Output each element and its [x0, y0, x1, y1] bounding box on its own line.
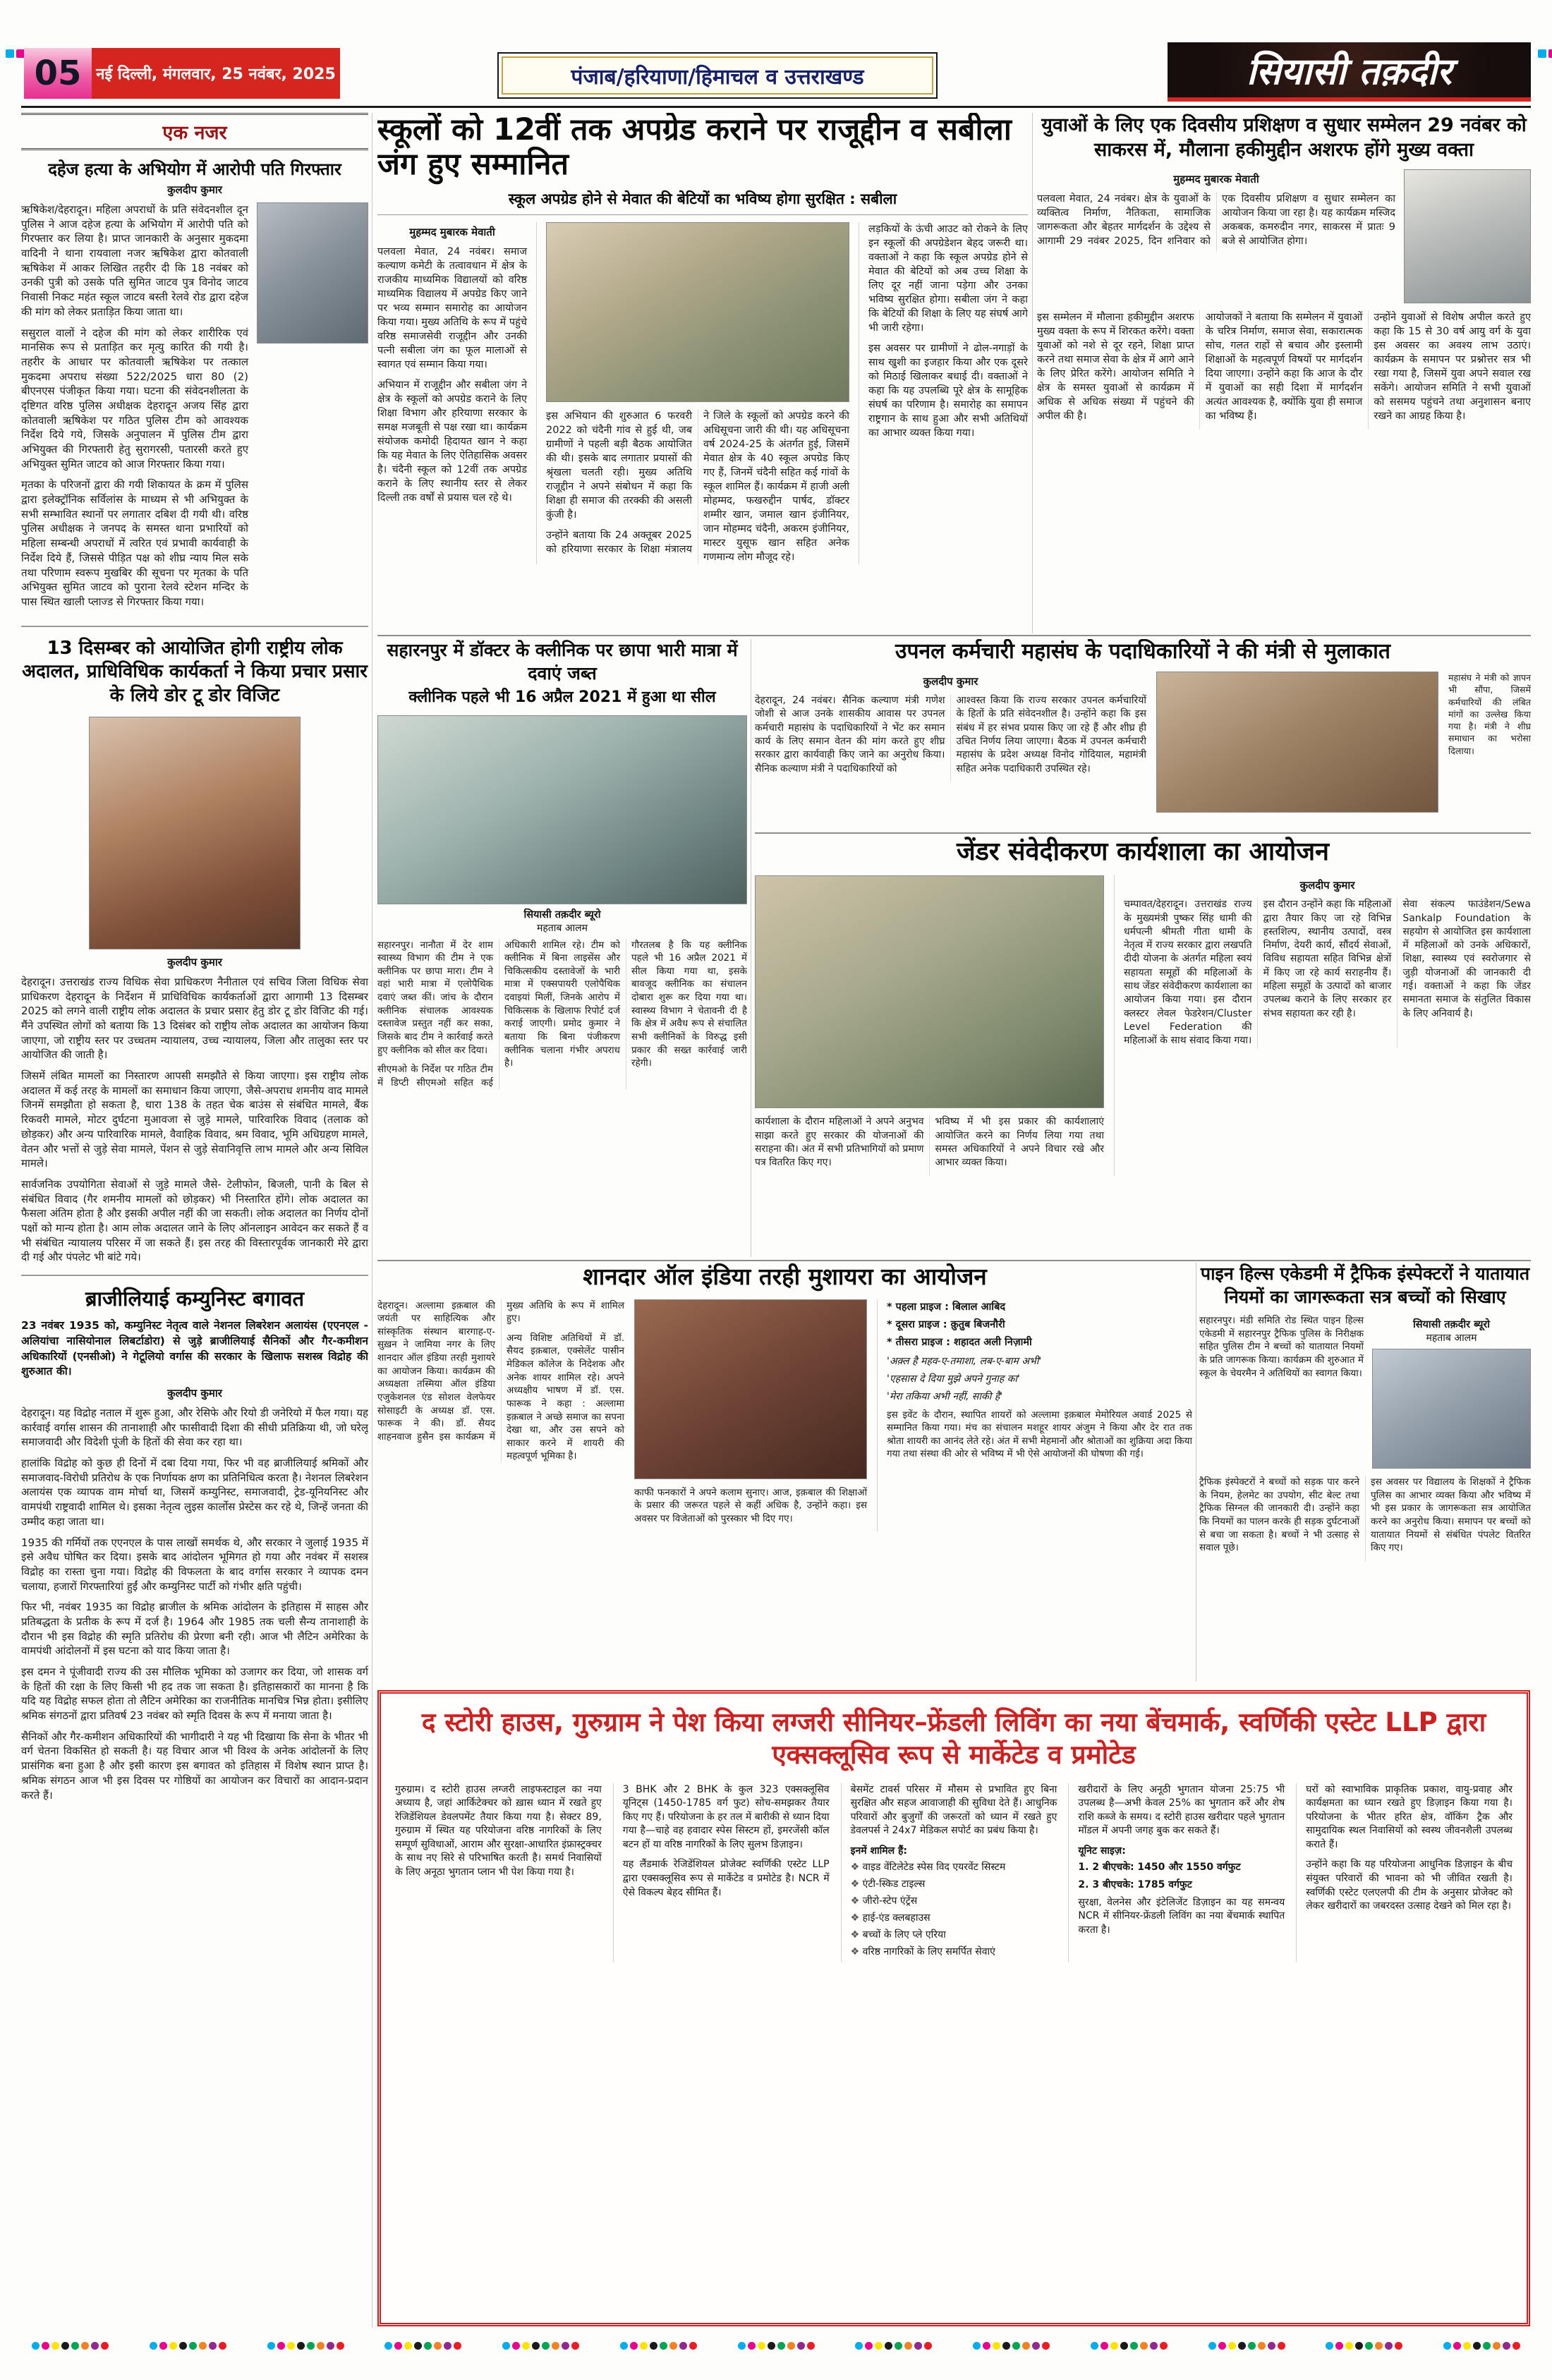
- photo-minister-meeting: [1156, 672, 1438, 813]
- article-subhead: क्लीनिक पहले भी 16 अप्रैल 2021 में हुआ था सील: [408, 688, 716, 706]
- article-brazil-revolt: [21, 1286, 368, 1802]
- body-paragraph: देहरादून, 24 नवंबर। सैनिक कल्याण मंत्री गणेश जोशी से आज उनके शासकीय आवास पर उपनल कर्मचारी महासंघ के पदाधिकारियों ने भेंट कर समान कार्य के लिए समान वेतन की मांग करते हुए शीघ्र सरकार द्वारा कार्यवाही किए जाने का अनुरोध किया। सैनिक कल्याण मंत्री ने पदाधिकारियों को: [755, 695, 945, 775]
- body-paragraph: जिसमें लंबित मामलों का निस्तारण आपसी समझौते से किया जाएगा। इस राष्ट्रीय लोक अदालत में कई तरह के मामलों का समाधान किया जाएगा, जैसे-अपराध शमनीय वाद मामले जिनमें समझौता हो सकता है, धारा 138 के तहत चेक बाउंस से संबंधित मामले, बैंक रिकवरी मामले, मोटर दुर्घटना मुआवजा से जुड़े मामले, पारिवारिक विवाद (तलाक को छोड़कर) और अन्य पारिवारिक मामले, वैवाहिक विवाद, श्रम विवाद, भूमि अधिग्रहण मामले, वेतन और भत्तों से जुड़े सेवा मामले, पेंशन से जुड़े सेवानिवृत्ति लाभ मामले और अन्य सिविल मामले।: [21, 1069, 368, 1170]
- article-headline: शानदार ऑल इंडिया तरही मुशायरा का आयोजन: [583, 1263, 987, 1290]
- upnal-text-left: [755, 672, 1146, 813]
- school-column-1: [377, 222, 527, 564]
- body-paragraph: देहरादून। उत्तराखंड राज्य विधिक सेवा प्राधिकरण नैनीताल एवं सचिव जिला विधिक सेवा प्राधिकरण देहरादून के निर्देशन में प्राधिविधिक कार्यकर्ताओं द्वारा आगामी 13 दिसम्बर 2025 को लगने वाली राष्ट्रीय लोक अदालत के प्रचार प्रसार हेतु डोर टू डोर विजिट की गई। मैंने उपस्थित लोगों को बताया कि 13 दिसंबर को राष्ट्रीय लोक अदालत का आयोजन किया जाएगा, जो राष्ट्रीय स्तर पर उच्चतम न्यायालय, उच्च न्यायालय, जिला और तालुका स्तर पर आयोजित की जाती है।: [21, 975, 368, 1062]
- story-col-4-text: [1078, 1783, 1285, 1838]
- story-col-2: [613, 1783, 830, 1962]
- cmyk-dot-group: [1443, 2342, 1520, 2350]
- body-paragraph: * पहला प्राइज : बिलाल आबिद: [887, 1299, 1192, 1313]
- cmyk-dot-group: [973, 2342, 1050, 2350]
- article-headline: उपनल कर्मचारी महासंघ के पदाधिकारियों ने की मंत्री से मुलाकात: [895, 639, 1390, 664]
- body-paragraph: 'एहसास दे दिया मुझे अपने गुनाह का': [887, 1373, 1020, 1385]
- body-paragraph: इस अवसर पर विद्यालय के शिक्षकों ने ट्रैफिक पुलिस का आभार व्यक्त किया और भविष्य में भी इस प्रकार के जागरूकता सत्र आयोजित करने का अनुरोध किया। समापन पर बच्चों को यातायात नियमों से संबंधित पंपलेट वितरित किए गए।: [1371, 1476, 1531, 1554]
- body-paragraph: सीएमओ के निर्देश पर गठित टीम में डिप्टी सीएमओ सहित कई अधिकारी शामिल रहे। टीम को क्लीनिक में बिना लाइसेंस और चिकित्सकीय दस्तावेजों के भारी मात्रा में एक्सपायरी एलोपैथिक दवाइयां मिलीं, जिनके आरोप में चिकित्सक के खिलाफ रिपोर्ट दर्ज कराई जाएगी। प्रमोद कुमार ने बताया कि बिना पंजीकरण क्लीनिक चलाना गंभीर अपराध है।: [377, 939, 620, 1088]
- article-byline: कुलदीप कुमार: [923, 675, 978, 688]
- article-byline: कुलदीप कुमार: [1299, 879, 1355, 892]
- photo-maulana-portrait: [1404, 169, 1531, 303]
- article-headline: स्कूलों को 12वीं तक अपग्रेड कराने पर राजूद्दीन व सबीला जंग हुए सम्मानित: [377, 113, 1012, 183]
- article-body: [755, 1115, 1104, 1176]
- traffic-photo-stack: [1372, 1314, 1531, 1469]
- divider: [21, 626, 368, 627]
- body-paragraph: इस अवसर पर ग्रामीणों ने ढोल-नगाड़ों के साथ खुशी का इजहार किया और एक दूसरे को मिठाई खिलाकर बधाई दी। वक्ताओं ने कहा कि यह उपलब्धि पूरे क्षेत्र के सामूहिक संघर्ष का परिणाम है। समारोह का समापन राष्ट्रगान के साथ हुआ और सभी अतिथियों का आभार व्यक्त किया गया।: [868, 343, 1028, 439]
- features-list: [851, 1861, 1057, 1958]
- article-school-upgrade: [377, 113, 1028, 633]
- photo-credit-reporter: महताब आलम: [536, 922, 588, 934]
- body-paragraph: उन्होंने बताया कि 24 अक्तूबर 2025 को हरियाणा सरकार के शिक्षा मंत्रालय ने जिले के स्कूलों को अपग्रेड करने की अधिसूचना जारी की थी। यह अधिसूचना वर्ष 2024-25 के अंतर्गत हुई, जिसमें मेवात क्षेत्र के 40 स्कूल अपग्रेड किए गए हैं, जिनमें चंदैनी सहित कई गांवों के स्कूल शामिल हैं। कार्यक्रम में हाजी अली मोहम्मद, फखरुद्दीन पार्षद, डॉक्टर शम्मीर खान, जमाल खान इंजीनियर, जान मोहम्मद चंदैनी, अकरम इंजीनियर, मास्टर युसूफ खान सहित अनेक गणमान्य लोग मौजूद रहे।: [546, 411, 849, 564]
- section-header-ek-najar: एक नजर: [21, 113, 368, 150]
- article-body: [377, 939, 747, 1090]
- article-body: [634, 1486, 867, 1526]
- story-col-1: [395, 1783, 602, 1962]
- article-body: [377, 245, 527, 505]
- divider: [21, 1275, 368, 1276]
- gender-left: [755, 875, 1104, 1176]
- photo-credit-bureau: सियासी तक़दीर ब्यूरो: [1412, 1319, 1491, 1330]
- school-column-4: [859, 222, 1028, 564]
- body-paragraph: गौरतलब है कि यह क्लीनिक पहले भी 16 अप्रैल 2021 में सील किया गया था, इसके बावजूद क्लीनिक का संचालन दोबारा शुरू कर दिया गया था। स्वास्थ्य विभाग ने चेतावनी दी है कि क्षेत्र में अवैध रूप से संचालित सभी क्लीनिकों के विरुद्ध इसी प्रकार की सख्त कार्रवाई जारी रहेगी।: [631, 939, 747, 1069]
- mushaira-left: [377, 1299, 624, 1532]
- body-paragraph: * दूसरा प्राइज : क़ुतुब बिजनौरी: [887, 1317, 1192, 1331]
- article-body: [1199, 1314, 1364, 1469]
- body-paragraph: ससुराल वालों ने दहेज की मांग को लेकर शारीरिक एवं मानसिक रूप से प्रताड़ित कर मृत्यु कारित की गयी है। तहरीर के आधार पर कोतवाली ऋषिकेश पर तत्काल मुकदमा अपराध संख्या 522/2025 धारा 80 (2) बीएनएस पंजीकृत किया गया। घटना की संवेदनशीलता के दृष्टिगत वरिष्ठ पुलिस अधीक्षक देहरादून अजय सिंह द्वारा कोतवाली ऋषिकेश पर गठित पुलिस टीम को आवश्यक निर्देश दिये गये, जिसके अनुपालन में पुलिस टीम द्वारा अभियुक्त की गिरफ्तारी हेतु सुरागरसी, पतारसी करते हुए अभियुक्त सुमित जाटव को आज गिरफ्तार किया गया।: [21, 326, 248, 470]
- story-col-5: [1296, 1783, 1512, 1962]
- article-body: [21, 1406, 368, 1802]
- photo-school-ceremony: [546, 222, 849, 402]
- body-paragraph: देहरादून। यह विद्रोह नताल में शुरू हुआ, और रेसिफे और रियो डी जनेरियो में फैल गया। यह कार्रवाई वर्गास शासन की तानाशाही और फासीवादी दिशा की सीधी प्रतिक्रिया थी, जो घरेलू समाजवादी और विदेशी पूंजी के हितों की सेवा कर रहा था।: [21, 1407, 368, 1449]
- body-paragraph: लड़कियों के ऊंची आउट को रोकने के लिए इन स्कूलों की अपग्रेडेशन बेहद जरूरी था। वक्ताओं ने कहा कि स्कूल अपग्रेड होने से मेवात की बेटियों को अब उच्च शिक्षा के लिए दूर नहीं जाना पड़ेगा और उनका भविष्य सुरक्षित होगा। सबीला जंग ने कहा कि बेटियों की शिक्षा के लिए यह संघर्ष आगे भी जारी रहेगा।: [868, 224, 1028, 334]
- body-paragraph: ऋषिकेश/देहरादून। महिला अपराधों के प्रति संवेदनशील दून पुलिस ने आज दहेज हत्या के अभियोग में आरोपी पति को गिरफ्तार कर लिया है। प्राप्त जानकारी के अनुसार मुकदमा वादिनी ने थाना रायवाला नजर ऋषिकेश द्वारा कोतवाली ऋषिकेश में आकर लिखित तहरीर दी कि 18 नवंबर को उनकी पुत्री को उसके पति सुमित जाटव पुत्र विनोद जाटव निवासी निकट महंत स्कूल जाटव बस्ती रेलवे रोड द्वारा दहेज की मांग को लेकर प्रताड़ित किया जाता था।: [21, 203, 248, 318]
- story-col-3-text: [851, 1783, 1057, 1838]
- photo-clinic-raid: [377, 715, 747, 904]
- article-body: [1199, 1476, 1531, 1561]
- body-paragraph: ❖ बच्चों के लिए प्ले एरिया: [851, 1929, 1057, 1942]
- school-column-mid: [536, 222, 849, 564]
- body-paragraph: गुरुग्राम। द स्टोरी हाउस लग्जरी लाइफस्टाइल का नया अध्याय है, जहां आर्किटेक्चर को ख़ास ध्यान में रखते हुए रेजिडेंशियल डेवलपमेंट तैयार किया गया है। सेक्टर 89, गुरुग्राम में स्थित यह परियोजना वरिष्ठ नागरिकों के लिए सम्पूर्ण सुविधाओं, आराम और सुरक्षा-आधारित इंफ्रास्ट्रक्चर के साथ नए सिरे से परिभाषित करती है। समर्थ निवासियों के लिए अनूठा भुगतान प्लान भी पेश किया गया है।: [395, 1783, 602, 1878]
- photo-mushaira-stage: [634, 1299, 867, 1479]
- cmyk-dot-group: [502, 2342, 579, 2350]
- body-paragraph: बेसमेंट टावर्स परिसर में मौसम से प्रभावित हुए बिना सुरक्षित और सहज आवाजाही की सुविधा देते हैं। आधुनिक परिवारों और बुजुर्गों की जरूरतों को ध्यान में रखते हुए डेवलपर्स ने 24x7 मेडिकल सपोर्ट का प्रबंध किया है।: [850, 1783, 1057, 1837]
- section-rule: [755, 832, 1531, 834]
- body-paragraph: काफी फनकारों ने अपने कलाम सुनाए। आज, इक़बाल की शिक्षाओं के प्रसार की जरूरत पहले से कहीं अधिक है, उन्होंने कहा। इस अवसर पर विजेताओं को पुरस्कार भी दिए गए।: [634, 1486, 867, 1524]
- body-paragraph: अभियान में राजूद्दीन और सबीला जंग ने क्षेत्र के स्कूलों को अपग्रेड कराने के लिए शिक्षा विभाग और हरियाणा सरकार के समक्ष मजबूती से पक्ष रखा था। कार्यक्रम संयोजक कमोदी हिदायत खान ने कहा कि यह मेवात के लिए ऐतिहासिक अवसर है। चंदैनी स्कूल को 12वीं तक अपग्रेड कराने के लिए स्थानीय स्तर से लेकर दिल्ली तक वर्षों से प्रयास चल रहे थे।: [377, 380, 527, 504]
- article-byline: कुलदीप कुमार: [167, 183, 222, 196]
- article-byline: मुहम्मद मुबारक मेवाती: [409, 226, 495, 239]
- article-body: [21, 202, 248, 616]
- article-headline: युवाओं के लिए एक दिवसीय प्रशिक्षण व सुधार सम्मेलन 29 नवंबर को साकरस में, मौलाना हकीमुद्दीन अशरफ होंगे मुख्य वक्ता: [1041, 114, 1527, 162]
- body-paragraph: सेवा संकल्प फाउंडेशन/Sewa Sankalp Foundation के सहयोग से आयोजित इस कार्यशाला में महिलाओं को उनके अधिकारों, शिक्षा, स्वास्थ्य एवं स्वरोजगार से जुड़ी योजनाओं की जानकारी दी गई। वक्ताओं ने कहा कि जेंडर समानता समाज के संतुलित विकास के लिए अनिवार्य है।: [1402, 899, 1531, 1019]
- body-paragraph: खरीदारों के लिए अनूठी भुगतान योजना 25:75 भी उपलब्ध है—अभी केवल 25% का भुगतान करें और शेष राशि कब्जे के समय। द स्टोरी हाउस खरीदार पहले भुगतान मॉडल में अपनी जगह बुक कर सकते हैं।: [1078, 1783, 1285, 1837]
- cmyk-dot-group: [267, 2342, 344, 2350]
- body-paragraph: घरों को स्वाभाविक प्राकृतिक प्रकाश, वायु-प्रवाह और कार्यक्षमता का ध्यान रखते हुए डिज़ाइन किया गया है। परियोजना के भीतर हरित क्षेत्र, वॉकिंग ट्रैक और सामुदायिक स्थल निवासियों को स्वस्थ जीवनशैली उपलब्ध कराते हैं।: [1306, 1783, 1512, 1850]
- body-paragraph: उन्होंने कहा कि यह परियोजना आधुनिक डिज़ाइन के बीच संयुक्त परिवारों की भावना को भी जीवित रखती है। स्वर्णिकी एस्टेट एलएलपी की टीम के अनुसार प्रोजेक्ट को लेकर खरीदारों का जबरदस्त उत्साह देखने को मिल रहा है।: [1306, 1859, 1512, 1912]
- story-col-3: [841, 1783, 1057, 1962]
- advertorial-headline: द स्टोरी हाउस, गुरुग्राम ने पेश किया लग्जरी सीनियर–फ्रेंडली लिविंग का नया बेंचमार्क, स्वर्णिकी एस्टेट LLP द्वारा एक्सक्लूसिव रूप से मार्केटेड व प्रमोटेड: [421, 1707, 1486, 1771]
- body-paragraph: फिर भी, नवंबर 1935 का विद्रोह ब्राजील के श्रमिक आंदोलन के इतिहास में साहस और प्रतिबद्धता के प्रतीक के रूप में दर्ज है। 1964 और 1985 तक चली सैन्य तानाशाही के दौरान भी इस विद्रोह की स्मृति प्रतिरोध की प्रेरणा बनी रही। आज भी लैटिन अमेरिका के वामपंथी आंदोलनों में इस घटना को याद किया जाता है।: [21, 1601, 368, 1658]
- body-paragraph: महासंघ ने मंत्री को ज्ञापन भी सौंपा, जिसमें कर्मचारियों की लंबित मांगों का उल्लेख किया गया है। मंत्री ने शीघ्र समाधान का भरोसा दिलाया।: [1448, 672, 1531, 756]
- article-traffic-awareness: [1199, 1263, 1531, 1682]
- body-paragraph: आश्वस्त किया कि राज्य सरकार उपनल कर्मचारियों के हितों के प्रति संवेदनशील है। उन्होंने कहा कि इस संबंध में हर संभव प्रयास किए जा रहे हैं और शीघ्र ही उचित निर्णय लिया जाएगा। बैठक में उपनल कर्मचारी महासंघ के प्रदेश अध्यक्ष विनोद गोदियाल, महामंत्री सहित अनेक पदाधिकारी उपस्थित रहे।: [956, 695, 1146, 775]
- article-byline: कुलदीप कुमार: [167, 1387, 222, 1400]
- newspaper-masthead: सियासी तक़दीर: [1168, 42, 1531, 102]
- mushaira-right: [877, 1299, 1192, 1532]
- cmyk-dot-group: [384, 2342, 461, 2350]
- body-paragraph: इस सम्मेलन में मौलाना हकीमुद्दीन अशरफ मुख्य वक्ता के रूप में शिरकत करेंगे। वक्ता युवाओं को नशे से दूर रहने, शिक्षा प्राप्त करने तथा समाज सेवा के क्षेत्र में आगे आने के लिए प्रेरित करेंगे। आयोजन समिति ने क्षेत्र के समस्त युवाओं से कार्यक्रम में अधिक से अधिक संख्या में पहुंचने की अपील की है।: [1037, 312, 1194, 423]
- body-paragraph: * तीसरा प्राइज : शहादत अली निज़ामी: [887, 1335, 1192, 1349]
- body-paragraph: सहारनपुर। नानौता में देर शाम स्वास्थ्य विभाग की टीम ने एक क्लीनिक पर छापा मारा। टीम ने वहां भारी मात्रा में एलोपैथिक दवाएं जब्त कीं। जांच के दौरान क्लीनिक संचालक आवश्यक दस्तावेज प्रस्तुत नहीं कर सका, जिसके बाद टीम ने कार्रवाई करते हुए क्लीनिक को सील कर दिया।: [377, 939, 493, 1056]
- body-paragraph: इस इवेंट के दौरान, स्थापित शायरों को अल्लामा इक़बाल मेमोरियल अवार्ड 2025 से सम्मानित किया गया। मंच का संचालन मशहूर शायर अंजुम ने किया और देर रात तक श्रोता शायरी का आनंद लेते रहे। अंत में सभी मेहमानों और श्रोताओं का शुक्रिया अदा किया गया तथा संस्था की ओर से भविष्य में भी ऐसे आयोजनों की घोषणा की गई।: [887, 1409, 1192, 1460]
- photo-credit-reporter: महताब आलम: [1426, 1332, 1477, 1344]
- article-body: [755, 694, 1146, 782]
- cmyk-dot-group: [1538, 49, 1552, 58]
- body-paragraph: हालांकि विद्रोह को कुछ ही दिनों में दबा दिया गया, फिर भी वह ब्राजीलियाई श्रमिकों और समाजवाद-विरोधी प्रतिरोध के एक निर्णायक क्षण का प्रतिनिधित्व करता है। नेशनल लिबरेशन अलायंस एक व्यापक वाम मोर्चा था, जिसमें कम्युनिस्ट, समाजवादी, ट्रेड-यूनियनिस्ट और वामपंथी राष्ट्रवादी शामिल थे। इसका नेतृत्व लुइस कार्लोस प्रेस्टेस कर रहे थे, जिन्हें जनता की उम्मीद कहा जाता था।: [21, 1457, 368, 1528]
- body-paragraph: ❖ जीरो-स्टेप एंट्रेंस: [851, 1895, 1057, 1908]
- story-col-4-text-b: [1078, 1896, 1285, 1938]
- page-number: 05: [24, 48, 92, 99]
- sizes-title: यूनिट साइज़:: [1078, 1845, 1126, 1857]
- body-paragraph: उन्होंने युवाओं से विशेष अपील करते हुए कहा कि 15 से 30 वर्ष आयु वर्ग के युवा इस अवसर का अवश्य लाभ उठाएं। कार्यक्रम के समापन पर प्रश्नोत्तर सत्र भी रखा गया है, जिसमें युवा अपने सवाल रख सकेंगे। आयोजन समिति ने सभी युवाओं को ससमय पहुंचने तथा अनुशासन बनाए रखने का आग्रह किया है।: [1374, 312, 1531, 423]
- article-body: [1124, 898, 1531, 1048]
- upnal-text-right: [1448, 672, 1531, 813]
- body-paragraph: सैनिकों और गैर-कमीशन अधिकारियों की भागीदारी ने यह भी दिखाया कि सेना के भीतर भी वर्ग चेतना विकसित हो सकती है। यह विचार आज भी विश्व के अनेक आंदोलनों के लिए प्रासंगिक बना हुआ है और इसी कारण इस बगावत को इतिहास में विशेष स्थान प्राप्त है। श्रमिक संगठन आज भी इस दिवस पर गोष्ठियों का आयोजन कर विचारों का आदान-प्रदान करते हैं।: [21, 1730, 368, 1802]
- mushaira-mid: [634, 1299, 867, 1532]
- photo-gender-workshop: [755, 875, 1104, 1108]
- article-headline: जेंडर संवेदीकरण कार्यशाला का आयोजन: [956, 837, 1330, 866]
- body-paragraph: 1. 2 बीएचके: 1450 और 1550 वर्गफुट: [1078, 1862, 1241, 1874]
- body-paragraph: सुरक्षा, वेलनेस और इंटेलिजेंट डिज़ाइन का यह समन्वय NCR में सीनियर-फ्रेंडली लिविंग का नया बेंचमार्क स्थापित करता है।: [1078, 1896, 1285, 1936]
- cmyk-dot-group: [1208, 2342, 1285, 2350]
- body-paragraph: मृतका के परिजनों द्वारा की गयी शिकायत के क्रम में पुलिस द्वारा इलेक्ट्रॉनिक सर्विलांस के माध्यम से भी अभियुक्त के सभी सम्भावित स्थानों पर लगातार दबिश दी गयी थी। वरिष्ठ पुलिस अधीक्षक ने जनपद के समस्त थाना प्रभारियों को महिला सम्बन्धी अपराधों में त्वरित एवं प्रभावी कार्यवाही के निर्देश दिये हैं, जिससे पीड़ित पक्ष को शीघ्र न्याय मिल सके तथा परिणाम स्वरूप मुखबिर की सूचना पर मृतका के पति अभियुक्त सुमित जाटव को पुराना रेलवे स्टेशन मन्दिर के पास स्थित खाली प्लाज्ड से गिरफ्तार किया गया।: [21, 478, 248, 608]
- cmyk-dot-group: [1091, 2342, 1168, 2350]
- article-headline: पाइन हिल्स एकेडमी में ट्रैफिक इंस्पेक्टरों ने यातायात नियमों का जागरूकता सत्र बच्चों को सिखाए: [1200, 1263, 1530, 1307]
- cmyk-dot-group: [855, 2342, 932, 2350]
- edition-date-line: नई दिल्ली, मंगलवार, 25 नवंबर, 2025: [92, 48, 340, 99]
- body-paragraph: पलवला मेवात, 24 नवंबर। क्षेत्र के युवाओं के व्यक्तित्व निर्माण, नैतिकता, सामाजिक जागरूकता और बेहतर मार्गदर्शन के उद्देश्य से आगामी 29 नवंबर 2025, दिन शनिवार को एक दिवसीय प्रशिक्षण व सुधार सम्मेलन का आयोजन किया जा रहा है। यह कार्यक्रम मस्जिद अकबक, कमरुदीन नगर, साकरस में प्रातः 9 बजे से आयोजित होगा।: [1037, 193, 1395, 248]
- print-color-strip: [32, 2342, 1520, 2350]
- header-rule: [21, 106, 1531, 108]
- article-body: [546, 409, 849, 564]
- article-body: [1037, 310, 1531, 430]
- body-paragraph: 2. 3 बीएचके: 1785 वर्गफुट: [1078, 1879, 1192, 1891]
- body-paragraph: इस दमन ने पूंजीवादी राज्य की उस मौलिक भूमिका को उजागर कर दिया, जो शासक वर्ग के हितों की रक्षा के लिए किसी भी हद तक जा सकता है। इतिहासकारों का मानना है कि यदि यह विद्रोह सफल होता तो लैटिन अमेरिका का राजनीतिक मानचित्र भिन्न होता। इसीलिए श्रमिक संगठनों द्वारा प्रतिवर्ष 23 नवंबर को स्मृति दिवस के रूप में मनाया जाता है।: [21, 1665, 368, 1723]
- article-story-house-advertorial: [377, 1690, 1530, 2326]
- cmyk-dot-group: [32, 2342, 109, 2350]
- body-paragraph: सार्वजनिक उपयोगिता सेवाओं से जुड़े मामले जैसे- टेलीफोन, बिजली, पानी के बिल से संबंधित विवाद (गैर शमनीय मामलों को छोड़कर) भी निस्तारित होंगे। लोक अदालत का फैसला अंतिम होता है और इसकी अपील नहीं की जा सकती। लोक अदालत का निर्णय दोनों पक्षों को मान्य होता है। आम लोक अदालत जाने के लिए ऑनलाइन आवेदन कर सकते हैं व भी संबंधित न्यायालय परिसर में जा सकते हैं। इस तरह की विस्तारपूर्वक जानकारी मेरे द्वारा दी गई और पंपलेट भी बांटे गये।: [21, 1177, 368, 1264]
- article-lead: 23 नवंबर 1935 को, कम्युनिस्ट नेतृत्व वाले नेशनल लिबरेशन अलायंस (एएनएल - अलियांचा नासियोनाल लिबर्टाडोरा) से जुड़े ब्राजीलियाई सैनिकों और गैर-कमीशन अधिकारियों (एनसीओ) ने गेटूलियो वर्गास की सरकार के खिलाफ सशस्त्र विद्रोह की शुरुआत की।: [21, 1319, 368, 1378]
- article-subhead: स्कूल अपग्रेड होने से मेवात की बेटियों का भविष्य होगा सुरक्षित : सबीला: [377, 189, 1028, 215]
- article-headline: 13 दिसम्बर को आयोजित होगी राष्ट्रीय लोक अदालत, प्राधिविधिक कार्यकर्ता ने किया प्रचार प्रसार के लिये डोर टू डोर विजिट: [22, 637, 368, 707]
- body-paragraph: यह लैंडमार्क रेजिडेंशियल प्रोजेक्ट स्वर्णिकी एस्टेट LLP द्वारा एक्सक्लूसिव रूप से मार्केटेड व प्रमोटेड है। NCR में ऐसे विकल्प बेहद सीमित हैं।: [622, 1859, 830, 1898]
- article-body: [887, 1409, 1192, 1462]
- article-headline: ब्राजीलियाई कम्युनिस्ट बगावत: [85, 1287, 305, 1311]
- sizes-list: [1078, 1861, 1285, 1892]
- cmyk-dot-group: [620, 2342, 697, 2350]
- article-dowry-arrest: [21, 159, 368, 616]
- photo-traffic-session: [1372, 1349, 1531, 1469]
- body-paragraph: ❖ वाइड वेंटिलेटेड स्पेस विद एयरवेंट सिस्टम: [851, 1861, 1057, 1874]
- body-paragraph: 'मेरा तकिया अभी नहीं, साकी है': [887, 1390, 1003, 1402]
- article-byline: मुहम्मद मुबारक मेवाती: [1173, 173, 1259, 186]
- article-lok-adalat: [21, 637, 368, 1265]
- body-paragraph: इस अभियान की शुरुआत 6 फरवरी 2022 को चंदैनी गांव से हुई थी, जब ग्रामीणों ने पहली बड़ी बैठक आयोजित की थी। इसके बाद लगातार प्रयासों की श्रृंखला चलती रही। मुख्य अतिथि राजूद्दीन ने अपने संबोधन में कहा कि शिक्षा ही समाज की तरक्की की असली कुंजी है।: [546, 411, 692, 521]
- article-gender-workshop: [755, 837, 1531, 1257]
- region-edition-label: पंजाब/हरियाणा/हिमाचल व उत्तराखण्ड: [497, 52, 938, 99]
- body-paragraph: ❖ वरिष्ठ नागरिकों के लिए समर्पित सेवाएं: [851, 1945, 1057, 1959]
- photo-dowry-arrest: [257, 202, 368, 344]
- cmyk-dot-group: [1326, 2342, 1402, 2350]
- article-body: [377, 1299, 624, 1464]
- body-paragraph: चम्पावत/देहरादून। उत्तराखंड राज्य के मुख्यमंत्री पुष्कर सिंह धामी की धर्मपत्नी श्रीमती गीता धामी के नेतृत्व में राज्य सरकार द्वारा लखपति दीदी योजना के अंतर्गत महिला स्वयं सहायता समूहों की महिलाओं के साथ जेंडर संवेदीकरण कार्यशाला का आयोजन किया गया। इस दौरान क्लस्टर लेवल फेडरेशन/Cluster Level Federation की महिलाओं के साथ संवाद किया गया।: [1124, 899, 1252, 1047]
- body-paragraph: ❖ एंटी-स्किड टाइल्स: [851, 1878, 1057, 1891]
- body-paragraph: ❖ हाई-एंड क्लबहाउस: [851, 1912, 1057, 1925]
- article-headline: सहारनपुर में डॉक्टर के क्लीनिक पर छापा भारी मात्रा में दवाएं जब्त: [387, 640, 738, 684]
- youth-intro: [1037, 169, 1395, 303]
- photo-credit-bureau: सियासी तक़दीर ब्यूरो: [523, 909, 601, 921]
- body-paragraph: 'अक़्ल है महव-ए-तमाशा, लब-ए-बाम अभी': [887, 1355, 1042, 1367]
- article-clinic-raid: [377, 639, 747, 1257]
- body-paragraph: इस दौरान उन्होंने कहा कि महिलाओं द्वारा तैयार किए जा रहे विभिन्न हस्तशिल्प, स्थानीय उत्पादों, वस्त्र निर्माण, देयरी कार्य, सौंदर्य सेवाओं, विविध सहायता सहित विभिन्न क्षेत्रों में किए जा रहे कार्य सराहनीय हैं। महिला समूहों के उत्पादों को बाजार उपलब्ध कराने के लिए सरकार हर संभव सहायता कर रही है।: [1263, 899, 1392, 1019]
- section-rule: [377, 1260, 1531, 1261]
- body-paragraph: ट्रैफिक इंस्पेक्टरों ने बच्चों को सड़क पार करने के नियम, हेलमेट का उपयोग, सीट बेल्ट तथा ट्रैफिक सिग्नल की जानकारी दी। उन्होंने कहा कि नियमों का पालन करके ही सड़क दुर्घटनाओं से बचा जा सकता है। बच्चों ने भी उत्साह से सवाल पूछे।: [1199, 1476, 1359, 1554]
- column-rule: [1032, 113, 1033, 633]
- left-column: [21, 113, 368, 2333]
- cmyk-dot-group: [738, 2342, 815, 2350]
- cmyk-dot-group: [150, 2342, 226, 2350]
- article-upnal-meeting: [755, 639, 1531, 830]
- body-paragraph: पलवला मेवात, 24 नवंबर। समाज कल्याण कमेटी के तत्वावधान में क्षेत्र के राजकीय माध्यमिक विद्यालयों को वरिष्ठ माध्यमिक विद्यालय में अपग्रेड किए जाने पर भव्य सम्मान समारोह का आयोजन किया गया। मुख्य अतिथि के रूप में पहुंचे वरिष्ठ समाजसेवी राजूद्दीन और उनकी पत्नी सबीला जंग का फूल मालाओं से स्वागत एवं सम्मान किया गया।: [377, 246, 527, 371]
- story-col-4: [1068, 1783, 1285, 1962]
- article-youth-conference: [1037, 113, 1531, 633]
- couplet-list: [887, 1354, 1192, 1403]
- features-title: इनमें शामिल हैं:: [850, 1845, 908, 1857]
- prize-list: [887, 1299, 1192, 1349]
- article-byline: कुलदीप कुमार: [167, 955, 222, 969]
- article-body: [868, 222, 1028, 440]
- section-rule: [377, 635, 1531, 636]
- photo-legal-volunteer: [89, 717, 301, 949]
- body-paragraph: भविष्य में भी इस प्रकार की कार्यशालाएं आयोजित करने का निर्णय लिया गया तथा समस्त अधिकारियों ने अपने विचार रखे और आभार व्यक्त किया।: [935, 1116, 1104, 1169]
- body-paragraph: सहारनपुर। मंडी समिति रोड स्थित पाइन हिल्स एकेडमी में सहारनपुर ट्रैफिक पुलिस के निरीक्षक सहित पुलिस टीम ने बच्चों को यातायात नियमों के प्रति जागरूक किया। कार्यक्रम की शुरुआत में स्कूल के चेयरमैन ने अतिथियों का स्वागत किया।: [1199, 1315, 1364, 1379]
- article-mushaira: [377, 1263, 1192, 1682]
- body-paragraph: 3 BHK और 2 BHK के कुल 323 एक्सक्लूसिव यूनिट्स (1450-1785 वर्ग फुट) सोच-समझकर तैयार किए गए हैं। परियोजना के हर तल में बारीकी से ध्यान दिया गया है—चाहे वह हवादार स्पेस सिस्टम हों, इमरजेंसी कॉल बटन हों या वरिष्ठ नागरिकों के लिए सुलभ डिज़ाइन।: [622, 1783, 830, 1850]
- article-body: [21, 975, 368, 1265]
- gender-right: [1114, 875, 1531, 1176]
- body-paragraph: कार्यशाला के दौरान महिलाओं ने अपने अनुभव साझा करते हुए सरकार की योजनाओं की सराहना की। अंत में सभी प्रतिभागियों को प्रमाण पत्र वितरित किए गए।: [755, 1116, 924, 1169]
- body-paragraph: देहरादून। अल्लामा इक़बाल की जयंती पर साहित्यिक और सांस्कृतिक संस्थान बारगाह-ए-सुख़न ने जामिया नगर के लिए शानदार ऑल इंडिया तरही मुशायरे का आयोजन किया। कार्यक्रम की अध्यक्षता तस्मिया ऑल इंडिया एजुकेशनल एंड सोशल वेलफेयर सोसाइटी के अध्यक्ष डॉ. एस. फारूक ने की। डॉ. सैयद शाहनवाज हुसैन इस कार्यक्रम में मुख्य अतिथि के रूप में शामिल हुए।: [377, 1299, 624, 1443]
- body-paragraph: 1935 की गर्मियों तक एएनएल के पास लाखों समर्थक थे, और सरकार ने जुलाई 1935 में इसे अवैध घोषित कर दिया। इसके बाद आंदोलन भूमिगत हो गया और नवंबर में सशस्त्र विद्रोह का रास्ता चुना गया। विद्रोह की विफलता के बाद वर्गास सरकार ने व्यापक दमन चलाया, हजारों गिरफ्तारियां हुईं और कम्युनिस्ट पार्टी को गंभीर क्षति पहुंची।: [21, 1536, 368, 1593]
- body-paragraph: आयोजकों ने बताया कि सम्मेलन में युवाओं के चरित्र निर्माण, समाज सेवा, सकारात्मक सोच, गलत राहों से बचाव और इस्लामी शिक्षाओं के महत्वपूर्ण विषयों पर मार्गदर्शन दिया जाएगा। उन्होंने कहा कि आज के दौर में युवाओं का सही दिशा में मार्गदर्शन अत्यंत आवश्यक है, क्योंकि युवा ही समाज का भविष्य हैं।: [1205, 312, 1363, 423]
- article-headline: दहेज हत्या के अभियोग में आरोपी पति गिरफ्तार: [48, 159, 341, 179]
- article-body: [1037, 192, 1395, 252]
- body-paragraph: अन्य विशिष्ट अतिथियों में डॉ. सैयद इक़बाल, एक्सेलेंट पासीन मेडिकल कॉलेज के निदेशक और अनेक शायर शामिल रहे। अपने अध्यक्षीय भाषण में डॉ. एस. फारूक ने कहा : अल्लामा इक़बाल ने अच्छे समाज का सपना देखा था, और उस सपने को साकार करने में शायरी की महत्वपूर्ण भूमिका है।: [507, 1332, 624, 1462]
- print-registration-marks-right: [1538, 49, 1552, 58]
